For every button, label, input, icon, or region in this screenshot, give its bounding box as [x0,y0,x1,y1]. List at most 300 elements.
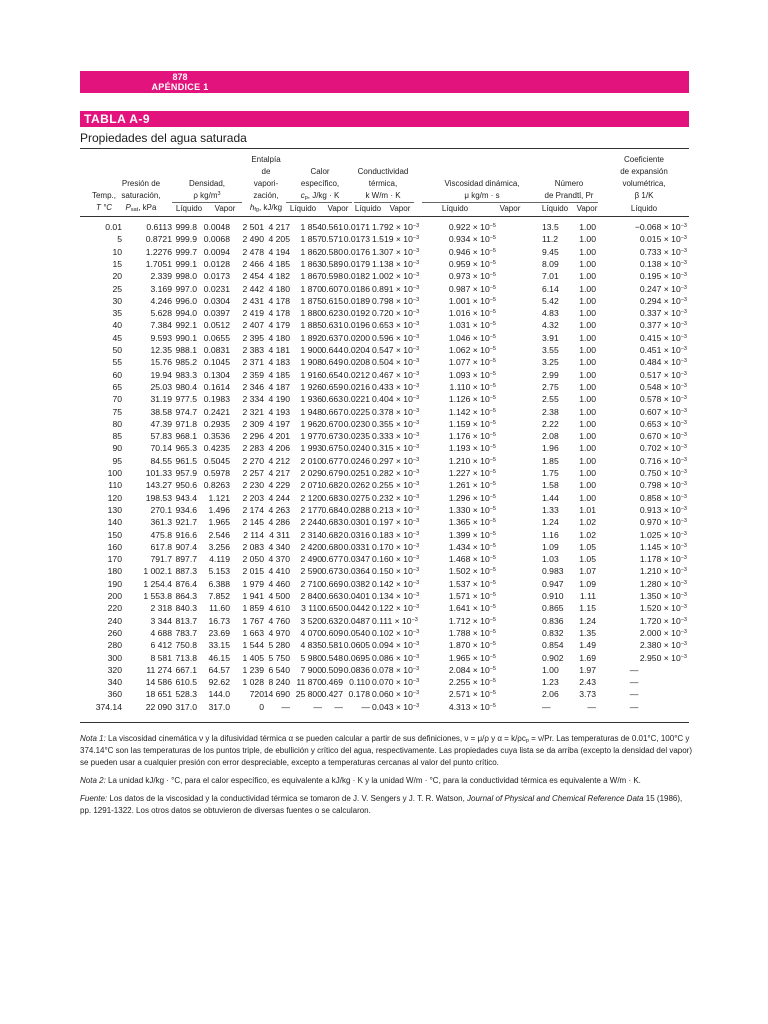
cell-mu-vapor-value: 1.330 × 10 [448,504,490,515]
cell-mu-vapor [434,616,496,627]
cell-pressure: 70.14 [150,443,172,454]
cell-beta-liquid [600,247,687,258]
cell-k-liquid: 0.637 [321,332,343,343]
cell-k-vapor: 0.0225 [343,406,370,417]
cell-pressure: 57.83 [150,431,172,442]
cell-density-vapor: 0.0304 [203,295,230,306]
cell-beta-liquid-value: 0.653 × 10 [639,418,681,429]
cell-temp: 85 [112,431,122,442]
cell-enthalpy: 2 478 [242,246,264,257]
cell-beta-liquid-value: 0.750 × 10 [639,468,681,478]
cell-density-liquid: 965.3 [175,443,197,454]
cell-mu-liquid-exponent: −3 [412,493,420,500]
header-enthalpy-line1: Entalpía [251,155,281,164]
cell-beta-liquid [600,320,687,331]
cell-pressure: 0.8721 [145,234,172,245]
header-mu-line1: Viscosidad dinámica, [444,179,520,188]
cell-pr-vapor: 1.00 [579,492,596,503]
cell-beta-liquid-exponent: −3 [680,259,687,266]
cell-cp-vapor: 1 867 [300,271,322,282]
cell-cp-vapor: 2 177 [300,504,322,515]
header-enthalpy-line5 [244,202,288,214]
cell-density-vapor: 0.0831 [203,345,230,355]
cell-mu-vapor-exponent: −5 [489,481,496,488]
cell-temp: 20 [112,271,122,282]
cell-mu-liquid [372,247,434,258]
cell-mu-vapor-value: 4.313 × 10 [448,701,490,712]
cell-temp: 60 [112,369,122,380]
cell-density-liquid: 977.5 [175,394,197,405]
cell-mu-liquid-value: 1.307 × 10 [372,246,413,257]
cell-pressure: 7.384 [150,320,172,331]
cell-mu-vapor-exponent: −5 [489,247,496,254]
cell-beta-liquid-value: 0.578 × 10 [639,394,681,405]
cell-enthalpy: 2 083 [242,541,264,552]
subheader-density-liquid: Líquido [175,204,203,213]
cell-beta-liquid-exponent: −3 [680,247,687,254]
cell-pr-liquid: 0.836 [542,615,564,626]
table-row [80,665,689,676]
subheader-density-vapor: Vapor [214,204,236,213]
cell-beta-liquid-value: 1.145 × 10 [639,541,681,552]
cell-pr-liquid: 1.58 [542,480,559,491]
cell-mu-liquid [372,677,434,688]
cell-beta-liquid-value: 0.702 × 10 [639,443,681,454]
cell-mu-vapor-value: 0.946 × 10 [448,246,490,257]
cell-k-liquid: 0.581 [321,640,343,651]
cell-pr-liquid: 7.01 [542,271,559,282]
cell-mu-liquid-value: 0.798 × 10 [372,295,413,306]
cell-mu-liquid-value: 0.043 × 10 [372,701,413,712]
cell-k-vapor: 0.0182 [343,271,370,282]
cell-density-liquid: 864.3 [175,591,197,601]
cell-density-vapor: 0.1614 [203,381,230,392]
cell-temp: 190 [107,578,122,589]
cell-mu-liquid-value: 0.111 × 10 [372,615,412,626]
cell-temp: 300 [107,652,122,663]
cell-mu-liquid-value: 0.282 × 10 [372,468,413,478]
table-row [80,468,689,479]
cell-k-vapor: 0.0216 [343,381,370,392]
cell-beta-liquid [600,382,687,393]
cell-pr-liquid: 0.983 [542,566,564,577]
table-row [80,579,689,590]
page-header-band [80,71,689,93]
cell-pr-liquid: 1.24 [542,517,559,528]
subheader-beta-liquid: Líquido [630,204,658,213]
cell-cp-vapor: 2 490 [300,554,322,565]
cell-cp-liquid: 4 206 [268,443,290,454]
cell-cp-vapor: — [313,701,322,712]
cell-temp: 120 [107,492,122,503]
cell-cp-vapor: 3 520 [300,615,322,626]
table-row [80,247,689,258]
table-row [80,222,689,233]
cell-pr-vapor: 1.49 [579,640,596,651]
header-density-sup: 3 [217,191,221,197]
cell-mu-vapor [434,394,496,405]
header-enthalpy-sub: fg [254,207,259,213]
cell-pr-liquid: 1.44 [542,492,559,503]
cell-density-vapor: 1.496 [208,504,230,515]
cell-k-vapor: 0.0487 [343,615,370,626]
cell-pr-liquid: 8.09 [542,258,559,269]
cell-mu-vapor-exponent: −5 [489,382,496,389]
cell-cp-liquid: 4 205 [268,234,290,245]
cell-mu-liquid-exponent: −3 [412,604,420,611]
cell-cp-liquid: 4 217 [268,222,290,232]
cell-mu-liquid-exponent: −3 [412,555,420,562]
cell-pr-liquid: 2.99 [542,369,559,380]
cell-mu-liquid-value: 0.170 × 10 [372,541,413,552]
cell-density-vapor: 7.852 [208,591,230,601]
cell-mu-vapor [434,222,496,233]
cell-enthalpy: 2 490 [242,234,264,245]
cell-density-liquid: 916.6 [175,529,197,540]
cell-pr-liquid: 1.03 [542,554,559,565]
mu-span-line [422,202,542,203]
cell-cp-vapor: 1 916 [300,369,322,380]
cell-beta-liquid-value: 0.484 × 10 [639,357,681,368]
cell-enthalpy: 2 015 [242,566,264,577]
cell-beta-liquid [600,284,687,295]
cell-beta-liquid: — [629,689,639,700]
header-pr-line1: Número [554,179,584,188]
cell-mu-liquid-exponent: −3 [412,690,420,697]
cell-mu-liquid [372,443,434,454]
cell-beta-liquid: — [629,701,639,712]
header-expansion [600,154,688,202]
cell-density-vapor: 0.2421 [203,406,230,417]
header-cp-line2: específico, [300,179,340,188]
table-row [80,284,689,295]
cell-density-vapor: 0.8263 [203,480,230,491]
cell-mu-vapor-exponent: −5 [489,542,496,549]
cell-beta-liquid [600,394,687,405]
cell-mu-vapor-exponent: −5 [489,395,496,402]
cell-cp-vapor: 2 029 [300,468,322,478]
cell-beta-liquid [600,259,687,270]
cell-density-liquid: 943.4 [175,492,197,503]
cell-beta-liquid: — [629,677,639,688]
cell-mu-vapor-value: 1.537 × 10 [448,578,490,589]
cell-mu-vapor [434,407,496,418]
cell-beta-liquid [600,370,687,381]
cell-mu-liquid-exponent: −3 [412,542,420,549]
cell-density-vapor: 0.0231 [203,283,230,294]
cell-beta-liquid [600,566,687,577]
cell-cp-liquid: 4 187 [268,381,290,392]
table-row [80,308,689,319]
cell-k-vapor: 0.0331 [343,541,370,552]
cell-pr-vapor: 1.05 [579,541,596,552]
cell-mu-vapor-value: 1.434 × 10 [448,541,490,552]
cell-beta-liquid-value: 0.970 × 10 [639,517,681,528]
cell-pr-liquid: 3.91 [542,332,559,343]
table-row [80,542,689,553]
cell-pr-vapor: 1.00 [579,320,596,331]
cell-pr-liquid: 1.00 [542,664,559,675]
cell-mu-vapor-value: 0.973 × 10 [448,271,490,282]
cell-pr-vapor: 1.11 [579,591,596,601]
cell-cp-vapor: 1 885 [300,320,322,331]
cell-beta-liquid-value: 2.380 × 10 [639,640,681,651]
cell-cp-liquid: 4 185 [268,369,290,380]
header-beta-line4: β 1/K [634,191,654,200]
cell-pressure: 15.76 [150,357,172,368]
table-row [80,640,689,651]
header-pressure-symbol: P [125,203,131,212]
appendix-label: APÉNDICE 1 [151,82,209,92]
cell-mu-vapor [434,480,496,491]
cell-mu-vapor-value: 1.062 × 10 [448,345,490,355]
cell-cp-liquid: 4 193 [268,406,290,417]
cell-beta-liquid-exponent: −3 [680,382,687,389]
cell-mu-vapor-value: 2.255 × 10 [448,677,490,688]
cell-pr-vapor: 1.00 [579,345,596,355]
table-row [80,616,689,627]
cell-k-liquid: 0.683 [321,492,343,503]
cell-mu-vapor-value: 1.965 × 10 [448,652,490,663]
cell-mu-liquid [372,591,434,602]
header-mu-line2: μ kg/m · s [464,191,500,200]
cell-mu-vapor-value: 1.142 × 10 [448,406,490,417]
cell-density-vapor: 0.0068 [203,234,230,245]
cell-pr-vapor: 1.02 [579,529,596,540]
cell-pr-vapor: 1.00 [579,332,596,343]
subheader-cp-liquid: Líquido [289,204,317,213]
cell-pr-liquid: 1.23 [542,677,559,688]
table-notes [80,733,692,823]
cell-beta-liquid-value: 0.798 × 10 [639,480,681,491]
cell-beta-liquid-exponent: −3 [680,592,687,598]
cell-pressure: 1.7051 [145,258,172,269]
cell-mu-liquid [372,702,434,713]
cell-pressure: 84.55 [150,455,172,466]
cell-cp-liquid: 4 460 [268,578,290,589]
note-2-label: Nota 2: [80,776,106,785]
cell-mu-liquid [372,554,434,565]
cell-k-liquid: 0.679 [321,468,343,478]
cell-pressure: 143.27 [145,480,172,491]
cell-cp-liquid: 4 760 [268,615,290,626]
cell-mu-liquid-exponent: −3 [412,641,420,648]
density-span-line [172,202,242,203]
cell-pr-vapor: 1.00 [579,271,596,282]
cell-mu-vapor-value: 1.126 × 10 [448,394,490,405]
header-density-unit: ρ kg/m [193,191,218,200]
cell-k-liquid: 0.682 [321,480,343,491]
cell-enthalpy: 2 501 [242,222,264,232]
cell-mu-liquid [372,259,434,270]
subheader-cp-vapor: Vapor [327,204,349,213]
cell-mu-vapor-exponent: −5 [489,284,496,291]
cell-density-vapor: 1.121 [208,492,230,503]
cell-density-liquid: 667.1 [175,664,197,675]
cell-beta-liquid [600,407,687,418]
cell-beta-liquid-value: 0.607 × 10 [639,406,681,417]
cell-temp: 30 [112,295,122,306]
cell-beta-liquid [600,591,687,602]
cell-cp-vapor: 2 244 [300,517,322,528]
cell-mu-liquid [372,603,434,614]
cell-density-liquid: 887.3 [175,566,197,577]
cell-pr-liquid: 0.832 [542,627,564,638]
cell-mu-liquid-value: 0.333 × 10 [372,431,413,442]
cell-k-vapor: 0.0301 [343,517,370,528]
cell-mu-liquid-exponent: −3 [412,444,420,451]
cell-beta-liquid [600,419,687,430]
cell-pr-liquid: 2.08 [542,431,559,442]
cell-mu-vapor-value: 1.227 × 10 [448,468,490,478]
cell-temp: 170 [107,554,122,565]
cell-beta-liquid-exponent: −3 [680,542,687,549]
cell-mu-liquid-value: 0.547 × 10 [372,345,413,355]
cell-density-vapor: 317.0 [208,701,230,712]
cell-mu-vapor-exponent: −5 [489,628,496,635]
cell-mu-vapor [434,677,496,688]
cell-pr-vapor: 1.00 [579,308,596,319]
cell-cp-vapor: 1 948 [300,406,322,417]
cell-mu-liquid-value: 0.232 × 10 [372,492,413,503]
cell-temp: 260 [107,627,122,638]
cell-mu-vapor [434,554,496,565]
cell-beta-liquid [600,493,687,504]
cell-temp: 0.01 [105,222,122,232]
cell-density-liquid: 988.1 [175,345,197,355]
cell-mu-vapor-value: 1.001 × 10 [448,295,490,306]
cell-mu-liquid-value: 0.433 × 10 [372,381,413,392]
cell-mu-liquid [372,431,434,442]
cell-mu-liquid [372,689,434,700]
cell-k-vapor: 0.0836 [343,664,370,675]
cell-mu-vapor-exponent: −5 [489,653,496,660]
cell-mu-liquid-exponent: −3 [412,518,420,525]
cell-pressure: 475.8 [150,529,172,540]
cell-beta-liquid: — [629,664,639,675]
cell-beta-liquid [600,296,687,307]
header-pressure-line3 [110,202,172,214]
cell-mu-liquid-exponent: −3 [412,284,420,291]
cell-mu-vapor-exponent: −5 [489,641,496,648]
cell-density-liquid: 971.8 [175,418,197,429]
cell-pr-liquid: 1.96 [542,443,559,454]
header-cp-line1: Calor [310,167,330,176]
cell-pressure: 11 274 [146,664,172,675]
cell-pr-vapor: 1.02 [579,517,596,528]
cell-mu-liquid [372,456,434,467]
cell-mu-liquid-exponent: −3 [412,567,420,574]
cell-mu-vapor-exponent: −5 [489,469,496,475]
cell-cp-vapor: 1 854 [300,222,322,232]
cell-mu-liquid-exponent: −3 [412,530,420,537]
cell-cp-vapor: 4 835 [300,640,322,651]
cell-mu-liquid-exponent: −3 [412,272,420,279]
cell-beta-liquid-exponent: −3 [680,235,687,242]
cell-cp-liquid: 4 311 [269,529,290,540]
cell-cp-vapor: 2 010 [300,455,322,466]
cell-pr-liquid: 2.06 [542,689,559,700]
cell-pressure: 6 412 [150,640,172,651]
cell-cp-liquid: 4 180 [268,332,290,343]
cell-temp: 40 [112,320,122,331]
cell-beta-liquid-value: 0.138 × 10 [639,258,681,269]
cell-enthalpy: 0 [259,701,264,712]
cell-cp-liquid: 4 194 [268,246,290,257]
cell-cp-liquid: 4 181 [268,345,290,355]
cell-pressure: 1 002.1 [143,566,172,577]
cell-k-vapor: 0.0251 [343,468,370,478]
cell-mu-liquid-exponent: −3 [412,259,420,266]
cell-density-liquid: 996.0 [175,295,197,306]
cell-density-vapor: 0.1045 [203,357,230,368]
k-span-line [354,202,414,203]
cell-beta-liquid [600,542,687,553]
cell-cp-liquid: 4 178 [268,295,290,306]
cell-cp-liquid: — [281,701,290,712]
cell-mu-vapor-exponent: −5 [489,592,496,598]
cell-mu-vapor-value: 1.365 × 10 [448,517,490,528]
table-row [80,591,689,602]
cell-mu-liquid-exponent: −3 [412,346,420,352]
cell-density-liquid: 610.5 [175,677,197,688]
cell-mu-vapor [434,247,496,258]
cell-mu-liquid [372,419,434,430]
cell-cp-liquid: 5 750 [268,652,290,663]
pr-span-line [542,202,598,203]
cell-beta-liquid-exponent: −3 [680,616,687,623]
cell-pressure: 3 344 [150,615,172,626]
cell-k-vapor: 0.0364 [343,566,370,577]
cell-pr-vapor: 1.07 [579,566,596,577]
cell-beta-liquid-value: 0.670 × 10 [639,431,681,442]
cell-mu-liquid [372,234,434,245]
cell-cp-liquid: 6 540 [268,664,290,675]
cell-beta-liquid-exponent: −3 [680,567,687,574]
cell-density-liquid: 980.4 [175,381,197,392]
cell-beta-liquid-value: 0.337 × 10 [639,308,681,319]
cell-mu-liquid [372,296,434,307]
cell-beta-liquid-value: 0.451 × 10 [639,345,681,355]
cell-k-vapor: 0.0204 [343,345,370,355]
cell-beta-liquid [600,505,687,516]
cell-cp-vapor: 11 870 [296,677,322,688]
cell-beta-liquid-exponent: −3 [680,333,687,340]
cell-k-liquid: 0.673 [321,431,343,442]
cell-cp-liquid: 4 201 [268,431,290,442]
cell-mu-liquid-exponent: −3 [412,247,420,254]
cell-density-liquid: 840.3 [175,603,197,614]
cell-pressure: 5.628 [150,308,172,319]
cell-pressure: 270.1 [150,504,172,515]
cell-cp-vapor: 2 420 [300,541,322,552]
header-enthalpy-unit: , kJ/kg [258,203,283,212]
header-enthalpy-line2: de [261,167,271,176]
cell-mu-liquid-value: 0.467 × 10 [372,369,413,380]
table-row [80,517,689,528]
cell-enthalpy: 2 174 [242,504,264,515]
cell-mu-liquid-exponent: −3 [412,481,420,488]
cell-temp: 150 [107,529,122,540]
cell-beta-liquid [600,357,687,368]
table-row [80,480,689,491]
cell-beta-liquid-exponent: −3 [680,555,687,562]
cell-density-vapor: 0.0094 [203,246,230,257]
cell-pressure: 18 651 [145,689,172,700]
header-pressure-sub: sat [130,207,139,213]
cell-beta-liquid [600,234,687,245]
cell-mu-vapor-exponent: −5 [489,309,496,316]
